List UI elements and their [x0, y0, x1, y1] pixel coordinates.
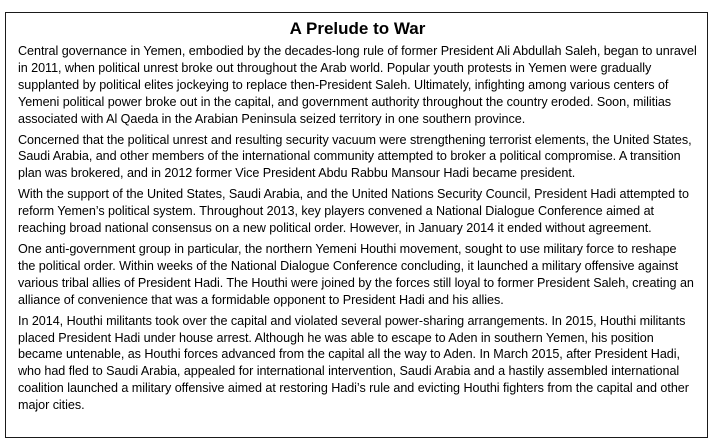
- paragraph-4: One anti-government group in particular, the northern Yemeni Houthi movement, sought to use military force to reshape the political order. Within weeks of the National Dialogue Conference concluding, it launched a military offensive against various tribal allies of President Hadi. The Houthi were joined by the forces still loyal to former President Saleh, creating an alliance of convenience that was a formidable opponent to President Hadi and his allies.: [18, 241, 694, 307]
- paragraph-5: In 2014, Houthi militants took over the capital and violated several power-sharing arrangements. In 2015, Houthi militants placed President Hadi under house arrest. Although he was able to escape to Aden in southern Yemen, his position became untenable, as Houthi forces advanced from the capital all the way to Aden. In March 2015, after President Hadi, who had fled to Saudi Arabia, appealed for international intervention, Saudi Arabia and a hastily assembled international coalition launched a military offensive aimed at restoring Hadi’s rule and evicting Houthi fighters from the capital and other major cities.: [18, 313, 689, 413]
- box-title: A Prelude to War: [289, 19, 426, 38]
- paragraph-2: Concerned that the political unrest and resulting security vacuum were strengthening terrorist elements, the United States, Saudi Arabia, and other members of the international community attempted to broker a political compromise. A transition plan was brokered, and in 2012 former Vice President Abdu Rabbu Mansour Hadi became president.: [18, 132, 692, 181]
- paragraph-3: With the support of the United States, Saudi Arabia, and the United Nations Security Council, President Hadi attempted to reform Yemen’s political system. Throughout 2013, key players convened a National Dialogue Conference aimed at reaching broad national consensus on a new political order. However, in January 2014 it ended without agreement.: [18, 187, 689, 236]
- sidebar-box: [5, 12, 708, 438]
- paragraph-1: Central governance in Yemen, embodied by the decades-long rule of former President Ali Abdullah Saleh, began to unravel in 2011, when political unrest broke out throughout the Arab world. Popular youth protests in Yemen were gradually supplanted by political elites jockeying to replace then-President Saleh. Ultimately, infighting among various centers of Yemeni political power broke out in the capital, and government authority throughout the country eroded. Soon, militias associated with Al Qaeda in the Arabian Peninsula seized territory in one southern province.: [18, 44, 697, 126]
